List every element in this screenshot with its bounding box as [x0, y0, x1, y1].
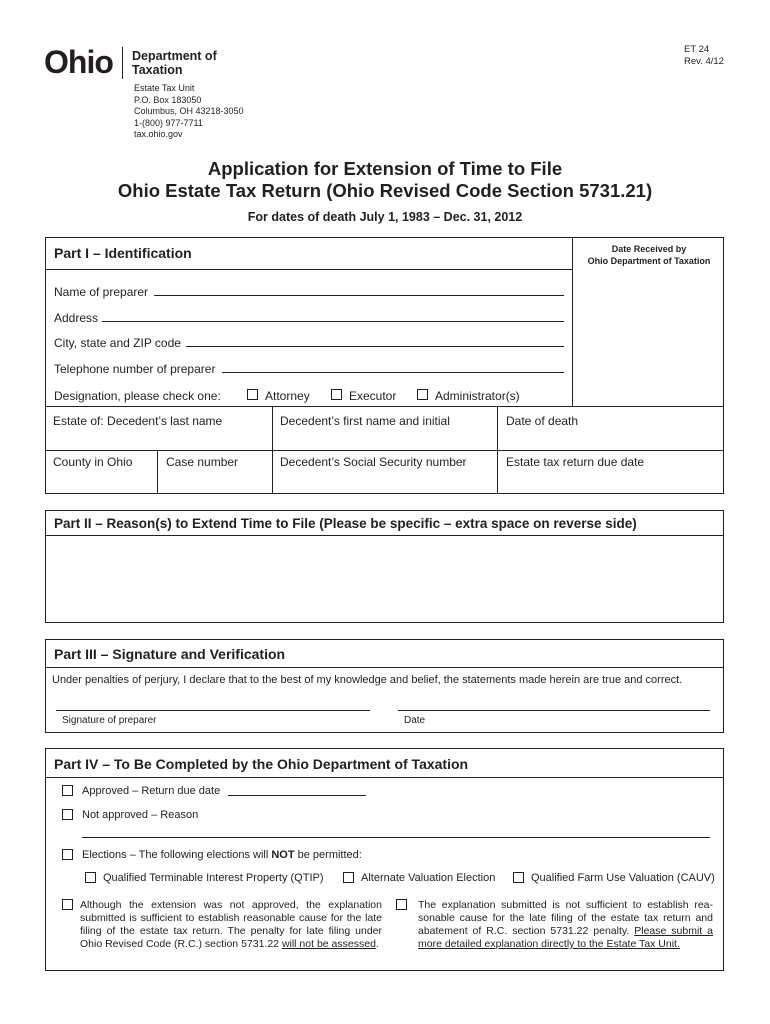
ohio-logo: Ohio — [44, 44, 113, 80]
signature-label: Signature of preparer — [62, 715, 157, 726]
department-name — [132, 49, 217, 77]
qtip-checkbox[interactable] — [85, 872, 96, 883]
elections-text-post: be permitted: — [294, 849, 362, 861]
elections-text-pre: Elections – The following elections will — [82, 849, 272, 861]
cauv-label: Qualified Farm Use Valuation (CAUV) — [531, 872, 715, 884]
due-date-field[interactable]: Estate tax return due date — [506, 455, 645, 469]
date-received-line2: Ohio Department of Taxation — [587, 256, 711, 266]
approved-label: Approved – Return due date — [82, 785, 221, 797]
penalty-assessed-text — [418, 899, 713, 951]
address-line: Columbus, OH 43218-3050 — [134, 106, 244, 116]
designation-label: Designation, please check one: — [54, 389, 221, 403]
address-field[interactable] — [102, 308, 564, 322]
form-title-line1: Application for Extension of Time to File — [207, 158, 563, 179]
form-number — [684, 44, 724, 68]
administrator-checkbox[interactable] — [417, 389, 428, 400]
penalty-assessed-underlined: Please submit a more detailed explanation directly to the Estate Tax Unit. — [418, 925, 713, 950]
county-field[interactable]: County in Ohio — [53, 455, 133, 469]
case-number-field[interactable]: Case number — [166, 455, 239, 469]
date-received-line1: Date Received by — [611, 244, 687, 254]
date-field[interactable] — [398, 697, 710, 711]
form-id: ET 24 — [684, 44, 710, 55]
penalty-assessed-text-main: The explanation submitted is not sufficient to establish rea-sonable cause for the late filing of the estate tax return and abatement of R.C. section 5731.22 penalty. — [418, 899, 713, 937]
signature-field[interactable] — [56, 697, 370, 711]
address-line: tax.ohio.gov — [134, 129, 183, 139]
telephone-field[interactable] — [222, 359, 564, 373]
form-subtitle: For dates of death July 1, 1983 – Dec. 31, 2012 — [247, 210, 523, 224]
elections-text-not: NOT — [271, 849, 295, 861]
attorney-checkbox[interactable] — [247, 389, 258, 400]
address-line: P.O. Box 183050 — [134, 94, 202, 105]
department-line1: Department of — [132, 49, 217, 63]
address-line: 1-(800) 977-7711 — [134, 117, 203, 128]
logo-divider — [122, 47, 123, 79]
reason-textarea[interactable] — [46, 536, 723, 622]
date-received-label — [574, 243, 724, 267]
ave-label: Alternate Valuation Election — [361, 872, 496, 884]
decedent-first-name-field[interactable]: Decedent’s first name and initial — [280, 414, 450, 428]
attorney-label: Attorney — [265, 389, 310, 403]
city-state-zip-field[interactable] — [186, 333, 564, 347]
penalty-waived-period: . — [375, 938, 379, 950]
date-of-death-field[interactable]: Date of death — [506, 414, 579, 428]
penalty-waived-checkbox[interactable] — [62, 899, 73, 910]
agency-address — [134, 83, 244, 141]
executor-label: Executor — [349, 389, 397, 403]
form-revision: Rev. 4/12 — [684, 56, 724, 67]
name-of-preparer-label: Name of preparer — [54, 285, 149, 299]
executor-checkbox[interactable] — [331, 389, 342, 400]
part1-heading: Part I – Identification — [54, 245, 192, 261]
name-of-preparer-field[interactable] — [154, 282, 564, 296]
decedent-last-name-field[interactable]: Estate of: Decedent’s last name — [53, 414, 223, 428]
perjury-declaration: Under penalties of perjury, I declare that to the best of my knowledge and belief, the statements made herein are true and correct. — [52, 674, 683, 686]
department-line2: Taxation — [132, 63, 183, 77]
telephone-label: Telephone number of preparer — [54, 362, 216, 376]
not-approved-label: Not approved – Reason — [82, 809, 199, 821]
city-state-zip-label: City, state and ZIP code — [54, 336, 181, 350]
approved-checkbox[interactable] — [62, 785, 73, 796]
penalty-waived-underlined: will not be assessed — [281, 938, 376, 950]
address-label: Address — [54, 311, 99, 325]
not-approved-checkbox[interactable] — [62, 809, 73, 820]
penalty-assessed-checkbox[interactable] — [396, 899, 407, 910]
ave-checkbox[interactable] — [343, 872, 354, 883]
qtip-label: Qualified Terminable Interest Property (QTIP) — [103, 872, 324, 884]
date-label: Date — [404, 715, 426, 726]
elections-label — [82, 849, 362, 861]
part4-heading: Part IV – To Be Completed by the Ohio Department of Taxation — [54, 756, 469, 772]
ssn-field[interactable]: Decedent’s Social Security number — [280, 455, 467, 469]
return-due-date-field[interactable] — [228, 782, 366, 796]
penalty-waived-text-main: Although the extension was not approved, the explanation submitted is sufficient to establish reasonable cause for the late filing of the estate tax return. The penalty for late filing under Ohio Revised Code (R.C.) section 5731.22 — [80, 899, 382, 950]
address-line: Estate Tax Unit — [134, 83, 195, 93]
cauv-checkbox[interactable] — [513, 872, 524, 883]
administrator-label: Administrator(s) — [435, 389, 520, 403]
elections-checkbox[interactable] — [62, 849, 73, 860]
reason-field[interactable] — [82, 824, 710, 838]
form-title-line2: Ohio Estate Tax Return (Ohio Revised Code Section 5731.21) — [117, 180, 653, 201]
penalty-waived-text — [80, 899, 382, 951]
part3-heading: Part III – Signature and Verification — [54, 646, 286, 662]
part2-heading: Part II – Reason(s) to Extend Time to File (Please be specific – extra space on reverse side) — [54, 516, 637, 531]
